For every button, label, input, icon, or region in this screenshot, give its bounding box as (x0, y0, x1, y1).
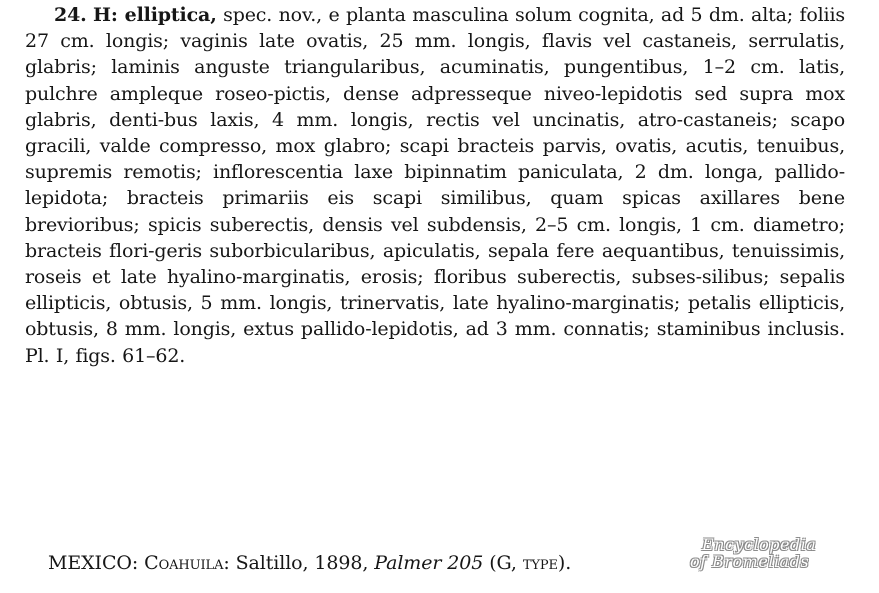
specimen-state: Coahuila (144, 552, 224, 574)
specimen-locality: : Saltillo, 1898, (223, 552, 369, 574)
description-text: spec. nov., e planta masculina solum cognita, ad 5 dm. alta; foliis 27 cm. longis; vaginis late ovatis, 25 mm. longis, flavis vel castaneis, serrulatis, glabris; laminis anguste triangularibus, acuminatis, pungentibus, 1–2 cm. latis, pulchre ampleque roseo-pictis, dense adpresseque niveo-lepidotis sed supra mox glabris, denti-bus laxis, 4 mm. longis, rectis vel uncinatis, atro-castaneis; scapo gracili, valde compresso, mox glabro; scapi bracteis parvis, ovatis, acutis, tenuibus, supremis remotis; inflorescentia laxe bipinnatim paniculata, 2 dm. longa, pallido-lepidota; bracteis primariis eis scapi similibus, quam spicas axillares bene brevioribus; spicis suberectis, densis vel subdensis, 2–5 cm. longis, 1 cm. diametro; bracteis flori-geris suborbicularibus, apiculatis, sepala fere aequantibus, tenuissimis, roseis et late hyalino-marginatis, erosis; floribus suberectis, subses-silibus; sepalis ellipticis, obtusis, 5 mm. longis, trinervatis, late hyalino-marginatis; petalis ellipticis, obtusis, 8 mm. longis, extus pallido-lepidotis, ad 3 mm. connatis; staminibus inclusis. Pl. I, figs. 61–62. (25, 4, 845, 367)
watermark-logo (690, 536, 865, 584)
specimen-herbarium-close: ). (557, 552, 572, 574)
specimen-type-label: type (522, 552, 558, 574)
watermark-line1: Encyclopedia (702, 535, 817, 554)
specimen-country: MEXICO: (48, 552, 139, 574)
specimen-citation (48, 550, 571, 576)
taxon-name: H: elliptica, (93, 4, 217, 26)
species-description (25, 2, 845, 369)
entry-number: 24. (54, 4, 87, 26)
specimen-collector: Palmer 205 (374, 552, 484, 574)
watermark-line2: of Bromeliads (690, 552, 810, 571)
specimen-herbarium-open: (G, (489, 552, 517, 574)
